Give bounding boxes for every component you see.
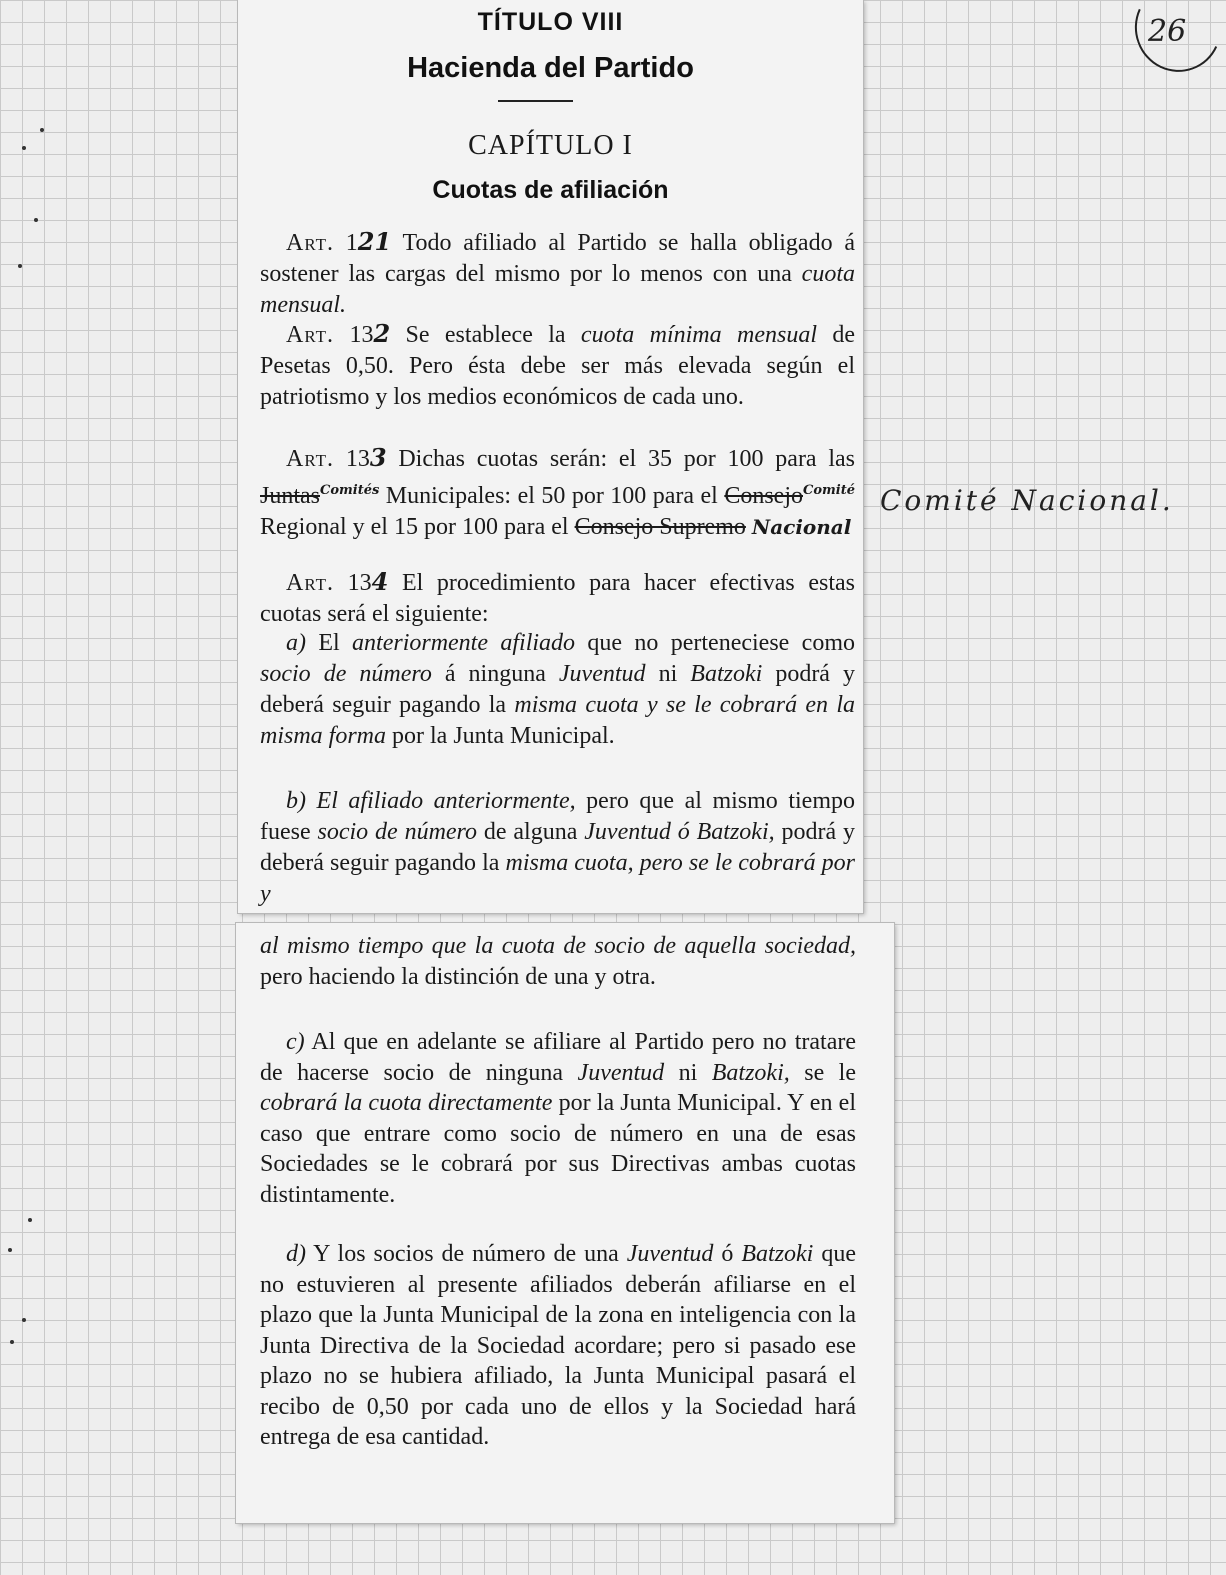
handwritten-correction: Comité <box>803 483 855 498</box>
page-number: 26 <box>1148 14 1187 49</box>
article-number: 13 <box>345 446 370 472</box>
binder-mark <box>40 128 44 132</box>
struck-text: Consejo Supremo <box>574 514 746 540</box>
article-label: Art. <box>286 570 335 596</box>
binder-mark <box>34 218 38 222</box>
article-label: Art. <box>286 230 335 256</box>
article-3: Art. 133 Dichas cuotas serán: el 35 por 100 para las Juntas$^{Comités}$ Municipales: el 50 por 100 para el Consejo$^{Comité}$ Regional y el 15 por 100 para el Consejo Supremo Nacional <box>260 443 856 540</box>
article-number: 13 <box>349 322 374 348</box>
binder-mark <box>28 1218 32 1222</box>
clipping-top <box>238 0 863 913</box>
article-number: 13 <box>347 570 372 596</box>
clause-letter: d) <box>286 1241 306 1267</box>
handwritten-number: 3 <box>369 443 387 472</box>
article-1: Art. 121 Todo afiliado al Partido se halla obligado á sostener las cargas del mismo por lo menos con una cuota mensual. <box>260 227 855 318</box>
clause-b: b) El afiliado anteriormente, pero que al mismo tiempo fuese socio de número de alguna Juventud ó Batzoki, podrá y deberá seguir pagando la misma cuota, pero se le cobrará por y <box>260 788 856 907</box>
binder-mark <box>22 1318 26 1322</box>
article-label: Art. <box>286 446 335 472</box>
clause-letter: c) <box>286 1029 305 1055</box>
divider <box>498 100 573 102</box>
clause-b-continued: al mismo tiempo que la cuota de socio de aquella sociedad, pero haciendo la distinción de una y otra. <box>260 933 856 990</box>
title-heading: TÍTULO VIII <box>477 8 624 36</box>
struck-text: Consejo <box>724 483 803 509</box>
clipping-bottom <box>236 923 894 1523</box>
margin-note: Comité Nacional. <box>880 484 1174 517</box>
article-number: 1 <box>345 230 358 256</box>
clause-c: c) Al que en adelante se afiliare al Partido pero no tratare de hacerse socio de ninguna Juventud ni Batzoki, se le cobrará la cuota directamente por la Junta Municipal. Y en el caso que entrare como socio de número en una de esas Sociedades se le cobrará por sus Directivas ambas cuotas distintamente. <box>260 1029 857 1208</box>
handwritten-correction: Comités <box>320 483 380 498</box>
clause-letter: b) <box>286 788 306 814</box>
handwritten-number: 4 <box>371 567 389 596</box>
clause-d: d) Y los socios de número de una Juventud ó Batzoki que no estuvieren al presente afiliados deberán afiliarse en el plazo que la Junta Municipal de la zona en inteligencia con la Junta Directiva de la Sociedad acordare; pero si pasado ese plazo no se hubiera afiliado, la Junta Municipal pasará el recibo de 0,50 por cada uno de ellos y la Sociedad hará entrega de esa cantidad. <box>260 1241 857 1450</box>
chapter-heading: CAPÍTULO I <box>468 130 633 161</box>
binder-mark <box>8 1248 12 1252</box>
handwritten-number: 2 <box>373 319 391 348</box>
handwritten-correction: Nacional <box>751 515 852 539</box>
binder-mark <box>22 146 26 150</box>
binder-mark <box>10 1340 14 1344</box>
article-4: Art. 134 El procedimiento para hacer efectivas estas cuotas será el siguiente: <box>260 567 856 627</box>
clause-letter: a) <box>286 630 306 656</box>
subtitle-heading: Hacienda del Partido <box>407 52 694 84</box>
handwritten-number: 21 <box>357 227 392 256</box>
chapter-title: Cuotas de afiliación <box>432 176 669 204</box>
clause-a: a) El anteriormente afiliado que no perteneciese como socio de número á ninguna Juventud ni Batzoki podrá y deberá seguir pagando la misma cuota y se le cobrará en la misma forma por la Junta Municipal. <box>260 630 855 749</box>
struck-text: Juntas <box>260 483 320 509</box>
article-label: Art. <box>286 322 335 348</box>
binder-mark <box>18 264 22 268</box>
article-2: Art. 132 Se establece la cuota mínima mensual de Pesetas 0,50. Pero ésta debe ser más elevada según el patriotismo y los medios económicos de cada uno. <box>260 319 856 410</box>
